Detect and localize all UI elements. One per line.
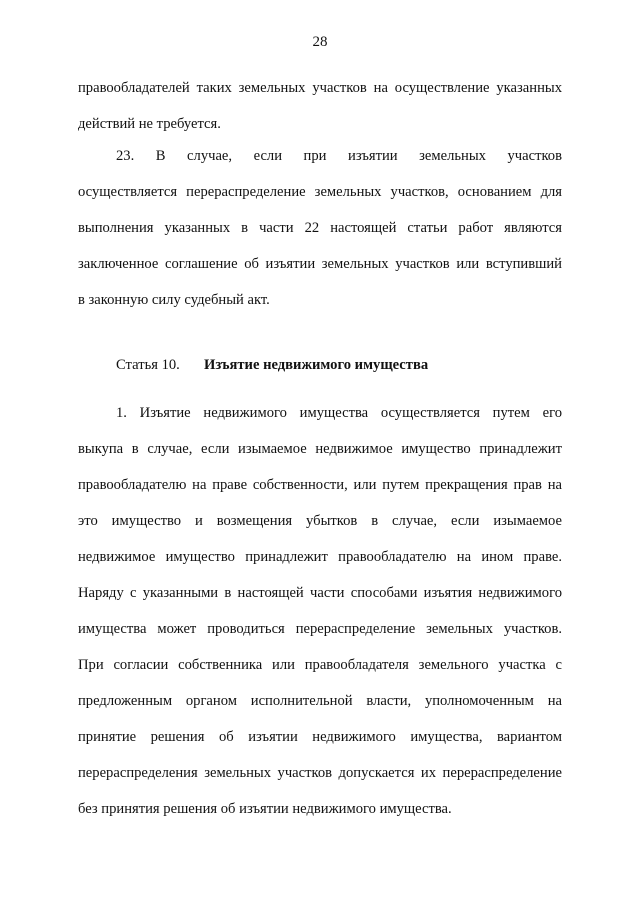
text-line: выкупа в случае, если изымаемое недвижимое имущество принадлежит xyxy=(78,441,562,457)
text-line: это имущество и возмещения убытков в случае, если изымаемое xyxy=(78,513,562,529)
text-line: без принятия решения об изъятии недвижимого имущества. xyxy=(78,801,452,817)
text-line: При согласии собственника или правообладателя земельного участка с xyxy=(78,657,562,673)
article-10-paragraph-1 xyxy=(78,395,562,827)
text-line: заключенное соглашение об изъятии земельных участков или вступивший xyxy=(78,256,562,272)
text-line: 23. В случае, если при изъятии земельных участков xyxy=(116,148,562,164)
text-line: правообладателей таких земельных участков на осуществление указанных xyxy=(78,80,562,96)
text-line: правообладателю на праве собственности, или путем прекращения прав на xyxy=(78,477,562,493)
text-line: имущества может проводиться перераспределение земельных участков. xyxy=(78,621,562,637)
text-line: 1. Изъятие недвижимого имущества осуществляется путем его xyxy=(116,405,562,421)
paragraph-continuation xyxy=(78,70,562,142)
article-title: Изъятие недвижимого имущества xyxy=(204,357,429,373)
text-line: осуществляется перераспределение земельных участков, основанием для xyxy=(78,184,562,200)
article-heading xyxy=(116,347,428,383)
text-line: принятие решения об изъятии недвижимого имущества, вариантом xyxy=(78,729,562,745)
text-line: Наряду с указанными в настоящей части способами изъятия недвижимого xyxy=(78,585,562,601)
text-line: в законную силу судебный акт. xyxy=(78,292,270,308)
paragraph-23 xyxy=(78,138,562,318)
text-line: выполнения указанных в части 22 настоящей статьи работ являются xyxy=(78,220,562,236)
text-line: предложенным органом исполнительной власти, уполномоченным на xyxy=(78,693,562,709)
article-number: Статья 10. xyxy=(116,357,180,373)
text-line: перераспределения земельных участков допускается их перераспределение xyxy=(78,765,562,781)
text-line: действий не требуется. xyxy=(78,116,221,132)
page-number: 28 xyxy=(312,34,328,50)
text-line: недвижимое имущество принадлежит правообладателю на ином праве. xyxy=(78,549,562,565)
